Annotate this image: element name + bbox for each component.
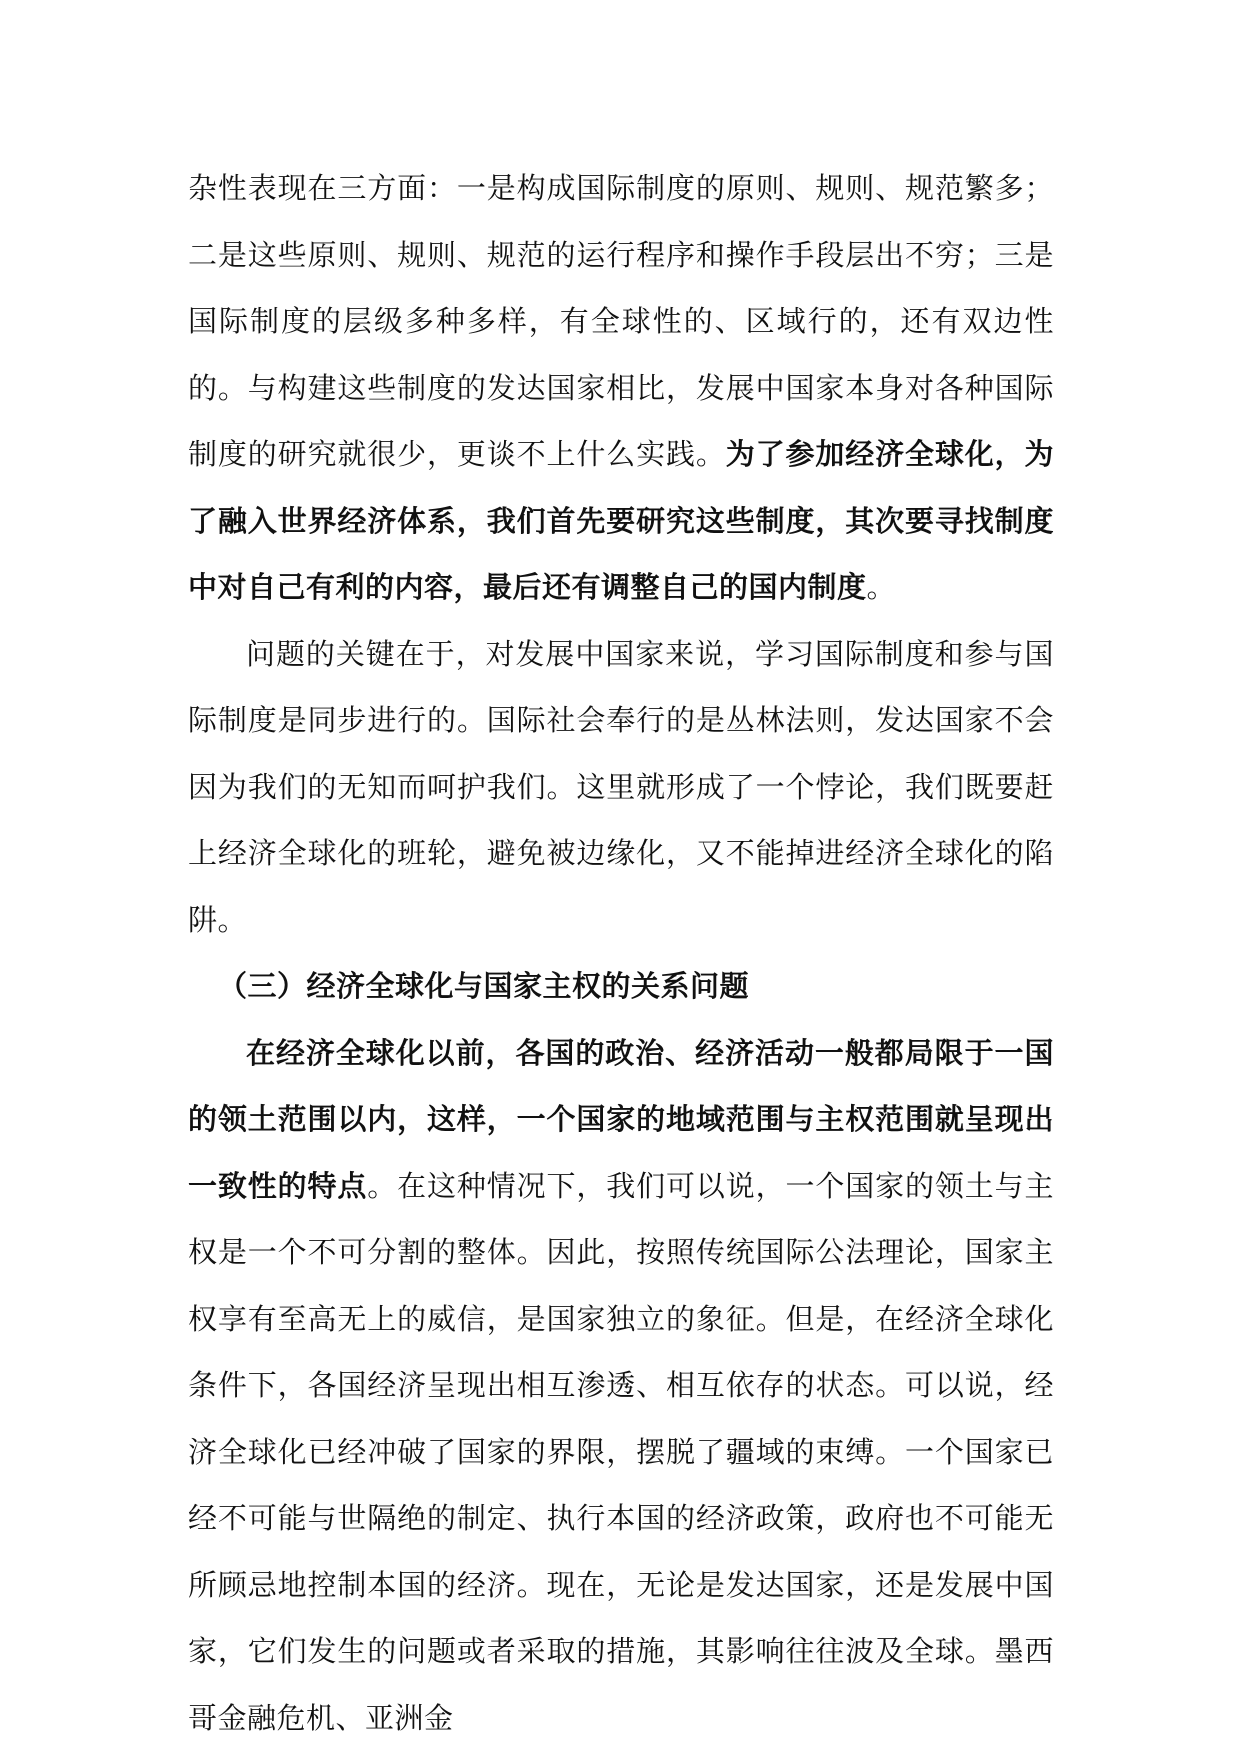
paragraph-1-bold-text: 为了参加经济全球化，为了融入世界经济体系，我们首先要研究这些制度，其次要寻找制度中对自己有利的内容，最后还有调整自己的国内制度 <box>188 437 1054 604</box>
document-page <box>188 155 1054 1751</box>
paragraph-3 <box>188 1020 1054 1752</box>
paragraph-1 <box>188 155 1054 621</box>
section-heading: （三）经济全球化与国家主权的关系问题 <box>218 969 750 1003</box>
paragraph-3-bold-text: 在经济全球化以前，各国的政治、经济活动一般都局限于一国的领土范围以内，这样，一个国家的地域范围与主权范围就呈现出一致性的特点 <box>188 1035 1054 1203</box>
paragraph-2 <box>188 621 1054 954</box>
paragraph-1-text: 杂性表现在三方面：一是构成国际制度的原则、规则、规范繁多；二是这些原则、规则、规范的运行程序和操作手段层出不穷；三是国际制度的层级多种多样，有全球性的、区域行的，还有双边性的。与构建这些制度的发达国家相比，发展中国家本身对各种国际制度的研究就很少，更谈不上什么实践。 <box>188 171 1054 471</box>
paragraph-2-text: 问题的关键在于，对发展中国家来说，学习国际制度和参与国际制度是同步进行的。国际社会奉行的是丛林法则，发达国家不会因为我们的无知而呵护我们。这里就形成了一个悖论，我们既要赶上经济全球化的班轮，避免被边缘化，又不能掉进经济全球化的陷阱。 <box>188 636 1054 937</box>
paragraph-3-text: 。在这种情况下，我们可以说，一个国家的领土与主权是一个不可分割的整体。因此，按照传统国际公法理论，国家主权享有至高无上的威信，是国家独立的象征。但是，在经济全球化条件下，各国经济呈现出相互渗透、相互依存的状态。可以说，经济全球化已经冲破了国家的界限，摆脱了疆域的束缚。一个国家已经不可能与世隔绝的制定、执行本国的经济政策，政府也不可能无所顾忌地控制本国的经济。现在，无论是发达国家，还是发展中国家，它们发生的问题或者采取的措施，其影响往往波及全球。墨西哥金融危机、亚洲金 <box>188 1168 1054 1735</box>
paragraph-1-tail: 。 <box>866 570 897 604</box>
